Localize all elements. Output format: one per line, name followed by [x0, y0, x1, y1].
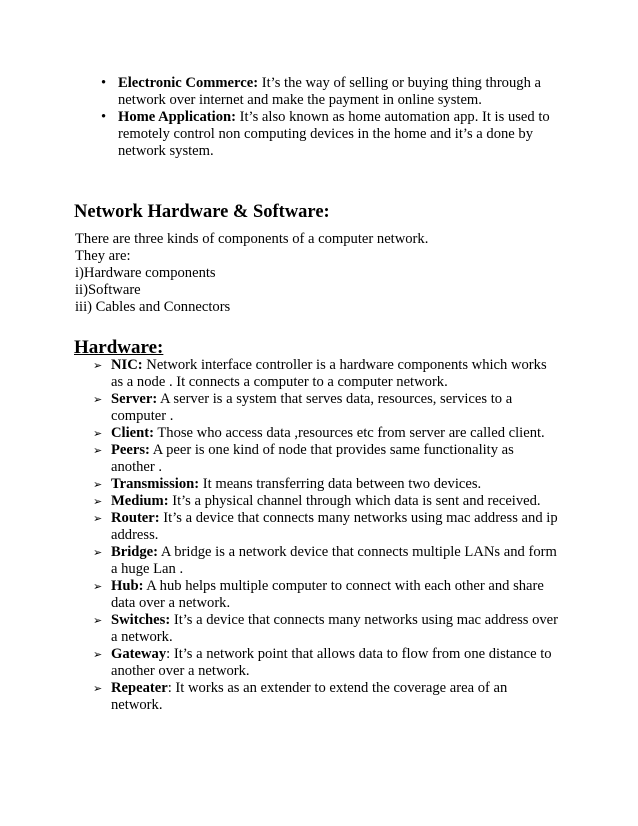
- arrow-bullet-icon: ➢: [93, 427, 103, 440]
- list-item: [0, 646, 561, 680]
- intro-line: ii)Software: [75, 282, 141, 298]
- list-item: [0, 680, 561, 714]
- list-item: [0, 442, 561, 476]
- definition: Network interface controller is a hardware components which works as a node . It connects a computer to a computer network.: [111, 357, 547, 390]
- intro-line: iii) Cables and Connectors: [75, 299, 231, 315]
- definition: A hub helps multiple computer to connect with each other and share data over a network.: [111, 578, 544, 611]
- term: Home Application:: [118, 109, 236, 125]
- list-item: [0, 493, 561, 510]
- term: Server:: [111, 391, 158, 407]
- term: NIC:: [111, 357, 143, 373]
- bullet-icon: •: [101, 75, 107, 91]
- arrow-bullet-icon: ➢: [93, 512, 103, 525]
- definition: It’s a device that connects many networks using mac address over a network.: [111, 612, 559, 645]
- intro-line: i)Hardware components: [75, 265, 216, 281]
- arrow-bullet-icon: ➢: [93, 478, 103, 491]
- term: Gateway: [111, 646, 167, 662]
- list-item: [0, 391, 561, 425]
- list-item: [0, 357, 561, 391]
- section-heading-hardware: Hardware:: [74, 337, 164, 358]
- top-bullet-list: [0, 75, 638, 160]
- arrow-bullet-icon: ➢: [93, 614, 103, 627]
- definition: It means transferring data between two devices.: [199, 476, 482, 492]
- term: Bridge:: [111, 544, 159, 560]
- arrow-bullet-icon: ➢: [93, 682, 103, 695]
- definition: It’s the way of selling or buying thing through a network over internet and make the payment in online system.: [118, 75, 541, 108]
- list-item: [0, 425, 561, 442]
- list-item: [0, 510, 561, 544]
- arrow-bullet-icon: ➢: [93, 495, 103, 508]
- list-item: [0, 109, 558, 160]
- term: Router:: [111, 510, 160, 526]
- arrow-bullet-icon: ➢: [93, 444, 103, 457]
- hardware-list: [0, 357, 638, 714]
- list-item: [0, 75, 558, 109]
- term: Repeater: [111, 680, 168, 696]
- definition: : It’s a network point that allows data to flow from one distance to another over a network.: [111, 646, 552, 679]
- definition: It’s also known as home automation app. It is used to remotely control non computing devices in the home and it’s a done by network system.: [118, 109, 550, 159]
- bullet-icon: •: [101, 109, 107, 125]
- term: Switches:: [111, 612, 171, 628]
- definition: A peer is one kind of node that provides same functionality as another .: [111, 442, 514, 475]
- definition: It’s a physical channel through which data is sent and received.: [168, 493, 541, 509]
- definition: It’s a device that connects many networks using mac address and ip address.: [111, 510, 558, 543]
- term: Client:: [111, 425, 154, 441]
- list-item: [0, 476, 561, 493]
- term: Medium:: [111, 493, 169, 509]
- arrow-bullet-icon: ➢: [93, 546, 103, 559]
- list-item: [0, 612, 561, 646]
- definition: A server is a system that serves data, resources, services to a computer .: [111, 391, 513, 424]
- term: Electronic Commerce:: [118, 75, 259, 91]
- definition: : It works as an extender to extend the coverage area of an network.: [111, 680, 508, 713]
- definition: Those who access data ,resources etc from server are called client.: [153, 425, 545, 441]
- term: Transmission:: [111, 476, 200, 492]
- list-item: [0, 578, 561, 612]
- term: Hub:: [111, 578, 144, 594]
- term: Peers:: [111, 442, 150, 458]
- intro-paragraph: [75, 231, 428, 316]
- arrow-bullet-icon: ➢: [93, 648, 103, 661]
- arrow-bullet-icon: ➢: [93, 580, 103, 593]
- list-item: [0, 544, 561, 578]
- definition: A bridge is a network device that connects multiple LANs and form a huge Lan .: [111, 544, 557, 577]
- intro-line: They are:: [75, 248, 131, 264]
- section-heading-network: Network Hardware & Software:: [74, 202, 330, 222]
- arrow-bullet-icon: ➢: [93, 393, 103, 406]
- intro-line: There are three kinds of components of a computer network.: [75, 231, 429, 247]
- arrow-bullet-icon: ➢: [93, 359, 103, 372]
